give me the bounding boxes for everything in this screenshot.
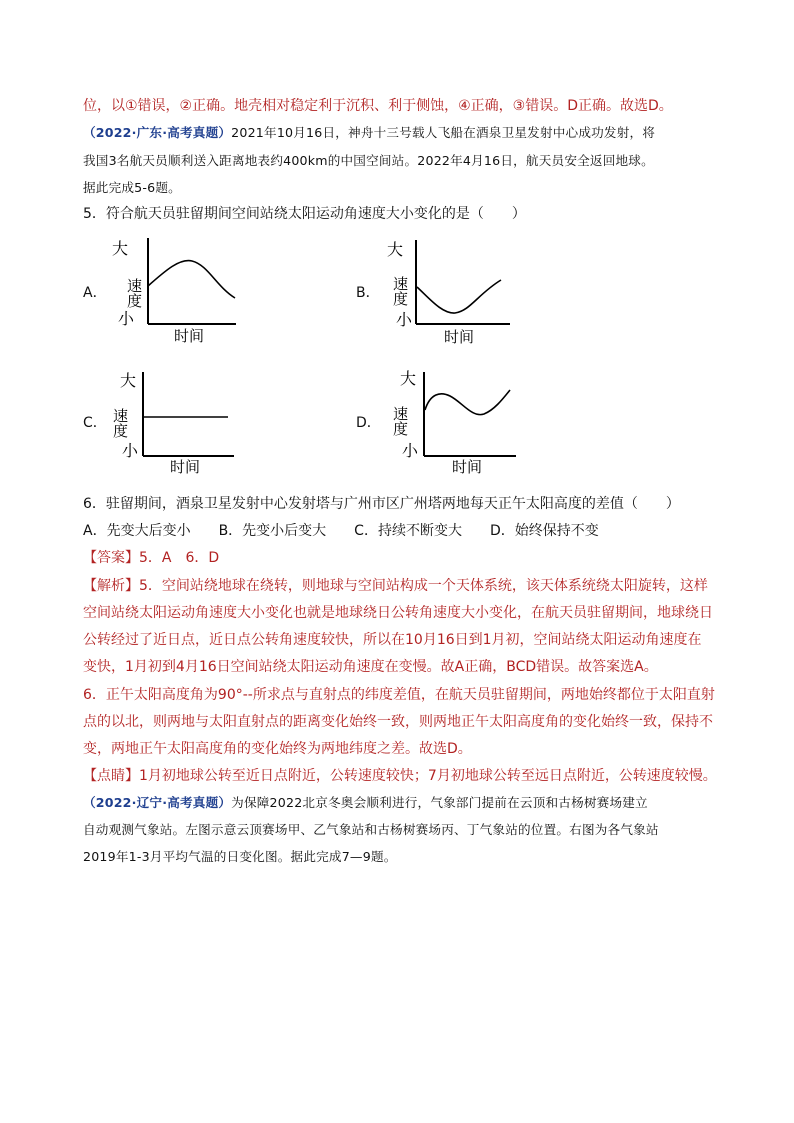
- explanation-line-7: 变，两地正午太阳高度角的变化始终为两地纬度之差。故选D。: [83, 741, 472, 757]
- question-6: 6．驻留期间，酒泉卫星发射中心发射塔与广州市区广州塔两地每天正午太阳高度的差值（ ）: [83, 496, 680, 512]
- x-axis-title: 时间: [170, 458, 201, 476]
- y-top-label: 大: [112, 239, 129, 258]
- answer-line: [83, 548, 219, 568]
- y-top-label: 大: [400, 369, 417, 388]
- y-axis-title: 速度: [125, 278, 143, 308]
- y-top-label: 大: [120, 371, 137, 390]
- chart-option-c: [110, 366, 255, 476]
- explanation-line-6: 点的以北，则两地与太阳直射点的距离变化始终一致，则两地正午太阳高度角的变化始终一致，保持不: [83, 714, 713, 730]
- chart-option-b: [384, 236, 529, 346]
- y-axis-title: 速度: [391, 406, 409, 436]
- source-line-liaoning: [83, 793, 648, 813]
- text-line-ln2: 自动观测气象站。左图示意云顶赛场甲、乙气象站和古杨树赛场丙、丁气象站的位置。右图为各气象站: [83, 822, 659, 837]
- y-bottom-label: 小: [402, 441, 419, 460]
- y-bottom-label: 小: [118, 309, 135, 328]
- y-top-label: 大: [387, 240, 404, 259]
- speed-curve: [148, 261, 235, 298]
- source-line-guangdong: [83, 123, 655, 143]
- explanation-tag: 【解析】: [83, 578, 139, 594]
- speed-curve: [417, 280, 501, 313]
- explanation-line-1: [83, 576, 708, 596]
- y-bottom-label: 小: [122, 441, 139, 460]
- text-line-3: 我国3名航天员顺利送入距离地表约400km的中国空间站。2022年4月16日，航天员安全返回地球。: [83, 153, 654, 168]
- option-d-label: D．: [356, 415, 381, 431]
- answer-text: 5．A 6．D: [139, 550, 220, 566]
- answer-tag: 【答案】: [83, 550, 139, 566]
- option-b-label: B．: [356, 285, 380, 301]
- question-5: 5．符合航天员驻留期间空间站绕太阳运动角速度大小变化的是（ ）: [83, 206, 526, 222]
- y-axis-title: 速度: [111, 408, 129, 438]
- text-line-1: 位，以①错误，②正确。地壳相对稳定利于沉积、利于侧蚀，④正确，③错误。D正确。故选D。: [83, 98, 673, 114]
- explanation-text-1: 5．空间站绕地球在绕转，则地球与空间站构成一个天体系统，该天体系统绕太阳旋转，这样: [139, 578, 708, 594]
- chart-option-d: [384, 366, 529, 476]
- tip-text: 1月初地球公转至近日点附近，公转速度较快；7月初地球公转至远日点附近，公转速度较慢。: [139, 768, 717, 784]
- source-text: 为保障2022北京冬奥会顺利进行，气象部门提前在云顶和古杨树赛场建立: [231, 795, 648, 810]
- source-text: 2021年10月16日，神舟十三号载人飞船在酒泉卫星发射中心成功发射，将: [231, 125, 656, 140]
- tip-tag: 【点睛】: [83, 768, 139, 784]
- explanation-line-2: 空间站绕太阳运动角速度大小变化也就是地球绕日公转角速度大小变化，在航天员驻留期间，地球绕日: [83, 605, 713, 621]
- chart-option-a: [108, 234, 253, 344]
- x-axis-title: 时间: [452, 458, 483, 476]
- text-line-ln3: 2019年1-3月平均气温的日变化图。据此完成7—9题。: [83, 849, 397, 864]
- source-tag: （2022·辽宁·高考真题）: [83, 795, 232, 810]
- x-axis-title: 时间: [174, 327, 205, 344]
- question-6-options: A．先变大后变小 B．先变小后变大 C．持续不断变大 D．始终保持不变: [83, 523, 599, 539]
- x-axis-title: 时间: [444, 328, 475, 346]
- option-a-label: A．: [83, 285, 107, 301]
- tip-line: [83, 766, 717, 786]
- explanation-line-4: 变快，1月初到4月16日空间站绕太阳运动角速度在变慢。故A正确，BCD错误。故答案选A。: [83, 659, 658, 675]
- source-tag: （2022·广东·高考真题）: [83, 125, 232, 140]
- text-line-4: 据此完成5-6题。: [83, 180, 181, 195]
- y-bottom-label: 小: [396, 310, 413, 329]
- explanation-line-5: 6．正午太阳高度角为90°--所求点与直射点的纬度差值，在航天员驻留期间，两地始终都位于太阳直射: [83, 687, 715, 703]
- explanation-line-3: 公转经过了近日点，近日点公转角速度较快，所以在10月16日到1月初，空间站绕太阳运动角速度在: [83, 632, 702, 648]
- speed-curve: [425, 390, 510, 415]
- y-axis-title: 速度: [391, 276, 409, 306]
- option-c-label: C．: [83, 415, 107, 431]
